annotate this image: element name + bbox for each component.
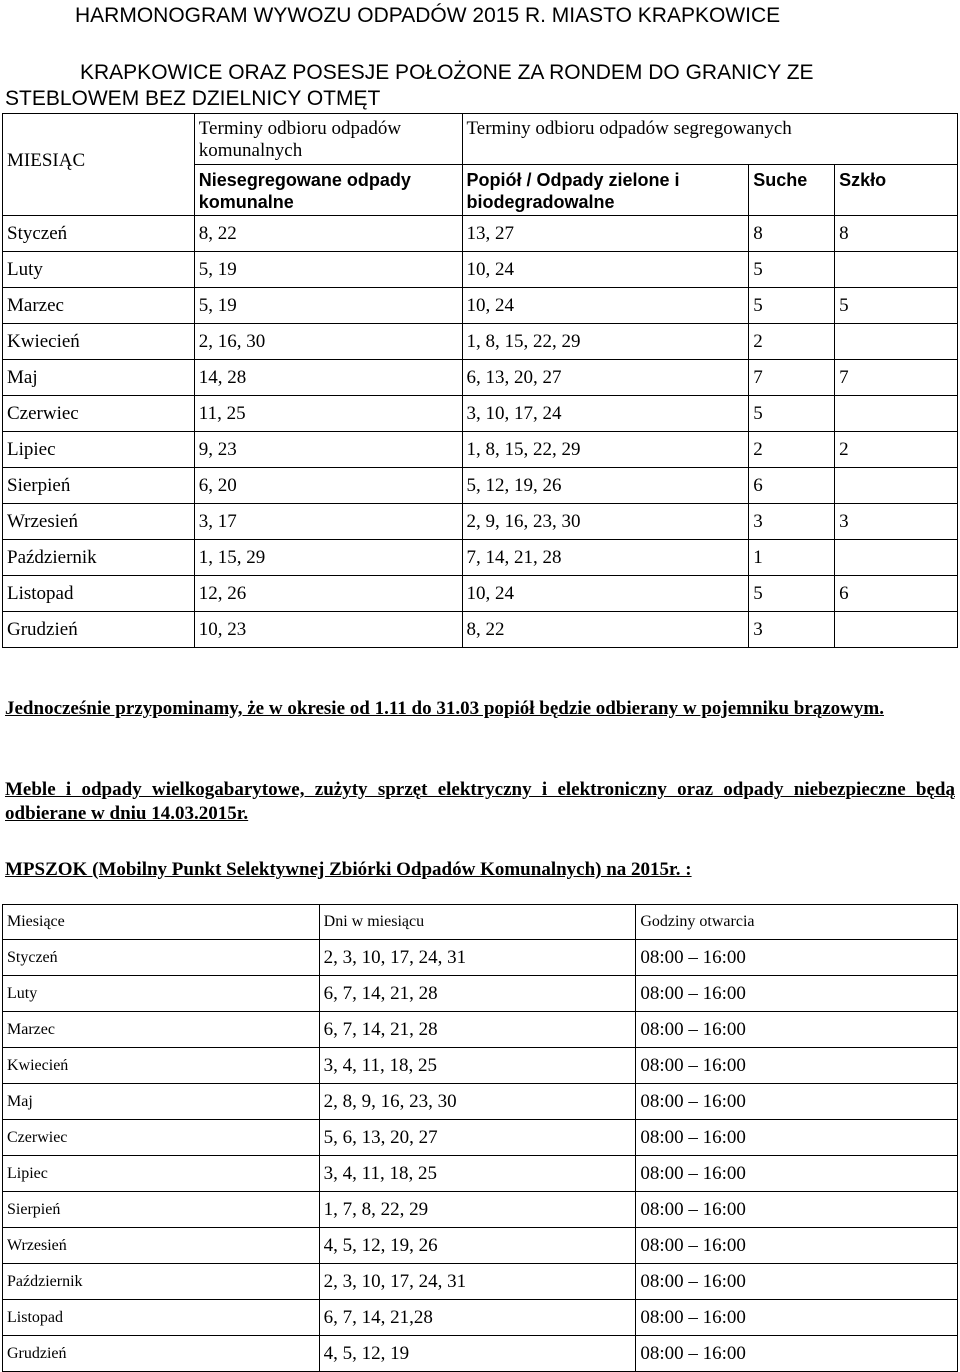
schedule-row [3, 360, 958, 396]
mpszok-hours: 08:00 – 16:00 [636, 976, 958, 1012]
schedule-glass-dates: 2 [835, 432, 958, 468]
schedule-ash-dates: 5, 12, 19, 26 [462, 468, 749, 504]
mpszok-days: 6, 7, 14, 21,28 [319, 1300, 636, 1336]
schedule-unsegregated-dates: 1, 15, 29 [194, 540, 462, 576]
schedule-row [3, 396, 958, 432]
mpszok-hours: 08:00 – 16:00 [636, 1228, 958, 1264]
mpszok-month: Czerwiec [3, 1120, 320, 1156]
mpszok-days: 2, 3, 10, 17, 24, 31 [319, 1264, 636, 1300]
mpszok-hours: 08:00 – 16:00 [636, 1120, 958, 1156]
mpszok-row [3, 940, 958, 976]
mpszok-header-days: Dni w miesiącu [319, 905, 636, 940]
schedule-ash-dates: 3, 10, 17, 24 [462, 396, 749, 432]
header-segregated: Terminy odbioru odpadów segregowanych [462, 114, 958, 165]
mpszok-row [3, 1012, 958, 1048]
mpszok-row [3, 1228, 958, 1264]
page-subtitle [5, 60, 953, 112]
schedule-unsegregated-dates: 6, 20 [194, 468, 462, 504]
schedule-month: Czerwiec [3, 396, 195, 432]
mpszok-hours: 08:00 – 16:00 [636, 1012, 958, 1048]
mpszok-row [3, 1264, 958, 1300]
schedule-unsegregated-dates: 8, 22 [194, 216, 462, 252]
schedule-month: Sierpień [3, 468, 195, 504]
mpszok-month: Październik [3, 1264, 320, 1300]
schedule-month: Listopad [3, 576, 195, 612]
schedule-month: Październik [3, 540, 195, 576]
mpszok-hours: 08:00 – 16:00 [636, 1192, 958, 1228]
schedule-row [3, 432, 958, 468]
mpszok-row [3, 1048, 958, 1084]
mpszok-month: Wrzesień [3, 1228, 320, 1264]
schedule-dry-dates: 2 [749, 432, 835, 468]
schedule-row [3, 612, 958, 648]
schedule-month: Lipiec [3, 432, 195, 468]
schedule-unsegregated-dates: 5, 19 [194, 252, 462, 288]
schedule-ash-dates: 13, 27 [462, 216, 749, 252]
mpszok-month: Listopad [3, 1300, 320, 1336]
header-ash-green: Popiół / Odpady zielone i biodegradowalne [462, 165, 749, 216]
mpszok-days: 2, 8, 9, 16, 23, 30 [319, 1084, 636, 1120]
schedule-month: Grudzień [3, 612, 195, 648]
schedule-row [3, 324, 958, 360]
mpszok-row [3, 1192, 958, 1228]
mpszok-days: 6, 7, 14, 21, 28 [319, 976, 636, 1012]
mpszok-hours: 08:00 – 16:00 [636, 1156, 958, 1192]
schedule-row [3, 468, 958, 504]
schedule-dry-dates: 8 [749, 216, 835, 252]
schedule-dry-dates: 5 [749, 576, 835, 612]
mpszok-row [3, 1120, 958, 1156]
schedule-dry-dates: 5 [749, 288, 835, 324]
header-month: MIESIĄC [3, 114, 195, 216]
mpszok-hours: 08:00 – 16:00 [636, 940, 958, 976]
mpszok-days: 2, 3, 10, 17, 24, 31 [319, 940, 636, 976]
header-glass: Szkło [835, 165, 958, 216]
mpszok-row [3, 1156, 958, 1192]
schedule-dry-dates: 6 [749, 468, 835, 504]
schedule-glass-dates: 6 [835, 576, 958, 612]
mpszok-hours: 08:00 – 16:00 [636, 1336, 958, 1372]
schedule-unsegregated-dates: 11, 25 [194, 396, 462, 432]
mpszok-month: Luty [3, 976, 320, 1012]
mpszok-days: 4, 5, 12, 19 [319, 1336, 636, 1372]
mpszok-days: 4, 5, 12, 19, 26 [319, 1228, 636, 1264]
schedule-row [3, 288, 958, 324]
mpszok-row [3, 1300, 958, 1336]
mpszok-days: 3, 4, 11, 18, 25 [319, 1048, 636, 1084]
mpszok-hours: 08:00 – 16:00 [636, 1300, 958, 1336]
mpszok-hours: 08:00 – 16:00 [636, 1084, 958, 1120]
schedule-glass-dates [835, 540, 958, 576]
mpszok-header-month: Miesiące [3, 905, 320, 940]
mpszok-month: Lipiec [3, 1156, 320, 1192]
mpszok-month: Marzec [3, 1012, 320, 1048]
mpszok-days: 1, 7, 8, 22, 29 [319, 1192, 636, 1228]
schedule-glass-dates: 7 [835, 360, 958, 396]
schedule-ash-dates: 10, 24 [462, 252, 749, 288]
mpszok-header-hours: Godziny otwarcia [636, 905, 958, 940]
ash-reminder-note: Jednocześnie przypominamy, że w okresie od 1.11 do 31.03 popiół będzie odbierany w pojemniku brązowym. [5, 698, 884, 719]
schedule-ash-dates: 10, 24 [462, 576, 749, 612]
schedule-glass-dates [835, 252, 958, 288]
bulky-waste-note: Meble i odpady wielkogabarytowe, zużyty sprzęt elektryczny i elektroniczny oraz odpady niebezpieczne będą odbierane w dniu 14.03.2015r. [5, 779, 955, 824]
schedule-ash-dates: 10, 24 [462, 288, 749, 324]
mpszok-row [3, 976, 958, 1012]
schedule-dry-dates: 3 [749, 612, 835, 648]
schedule-dry-dates: 5 [749, 252, 835, 288]
schedule-row [3, 252, 958, 288]
schedule-dry-dates: 3 [749, 504, 835, 540]
schedule-dry-dates: 1 [749, 540, 835, 576]
schedule-unsegregated-dates: 2, 16, 30 [194, 324, 462, 360]
schedule-dry-dates: 2 [749, 324, 835, 360]
page-title: HARMONOGRAM WYWOZU ODPADÓW 2015 R. MIASTO KRAPKOWICE [75, 4, 781, 27]
schedule-dry-dates: 5 [749, 396, 835, 432]
mpszok-hours: 08:00 – 16:00 [636, 1048, 958, 1084]
mpszok-days: 6, 7, 14, 21, 28 [319, 1012, 636, 1048]
schedule-ash-dates: 1, 8, 15, 22, 29 [462, 324, 749, 360]
schedule-unsegregated-dates: 10, 23 [194, 612, 462, 648]
schedule-dry-dates: 7 [749, 360, 835, 396]
schedule-unsegregated-dates: 9, 23 [194, 432, 462, 468]
mpszok-row [3, 1336, 958, 1372]
schedule-ash-dates: 8, 22 [462, 612, 749, 648]
mpszok-heading: MPSZOK (Mobilny Punkt Selektywnej Zbiórki Odpadów Komunalnych) na 2015r. : [5, 859, 692, 880]
schedule-ash-dates: 6, 13, 20, 27 [462, 360, 749, 396]
schedule-month: Maj [3, 360, 195, 396]
schedule-glass-dates [835, 396, 958, 432]
schedule-ash-dates: 2, 9, 16, 23, 30 [462, 504, 749, 540]
schedule-unsegregated-dates: 3, 17 [194, 504, 462, 540]
mpszok-month: Grudzień [3, 1336, 320, 1372]
mpszok-month: Sierpień [3, 1192, 320, 1228]
schedule-month: Kwiecień [3, 324, 195, 360]
schedule-row [3, 504, 958, 540]
mpszok-days: 5, 6, 13, 20, 27 [319, 1120, 636, 1156]
mpszok-hours: 08:00 – 16:00 [636, 1264, 958, 1300]
mpszok-month: Styczeń [3, 940, 320, 976]
schedule-unsegregated-dates: 12, 26 [194, 576, 462, 612]
schedule-unsegregated-dates: 14, 28 [194, 360, 462, 396]
schedule-ash-dates: 1, 8, 15, 22, 29 [462, 432, 749, 468]
subtitle-line-1: KRAPKOWICE ORAZ POSESJE POŁOŻONE ZA RONDEM DO GRANICY ZE [80, 61, 814, 84]
schedule-month: Luty [3, 252, 195, 288]
mpszok-days: 3, 4, 11, 18, 25 [319, 1156, 636, 1192]
schedule-glass-dates: 3 [835, 504, 958, 540]
mpszok-row [3, 1084, 958, 1120]
schedule-glass-dates: 8 [835, 216, 958, 252]
collection-schedule-table [2, 113, 958, 648]
mpszok-month: Maj [3, 1084, 320, 1120]
mpszok-month: Kwiecień [3, 1048, 320, 1084]
schedule-glass-dates [835, 612, 958, 648]
schedule-glass-dates [835, 324, 958, 360]
schedule-row [3, 576, 958, 612]
schedule-body [3, 216, 958, 648]
schedule-glass-dates: 5 [835, 288, 958, 324]
schedule-row [3, 540, 958, 576]
schedule-month: Wrzesień [3, 504, 195, 540]
schedule-ash-dates: 7, 14, 21, 28 [462, 540, 749, 576]
schedule-month: Styczeń [3, 216, 195, 252]
header-municipal: Terminy odbioru odpadów komunalnych [194, 114, 462, 165]
schedule-row [3, 216, 958, 252]
header-unsegregated: Niesegregowane odpady komunalne [194, 165, 462, 216]
schedule-unsegregated-dates: 5, 19 [194, 288, 462, 324]
schedule-glass-dates [835, 468, 958, 504]
header-dry: Suche [749, 165, 835, 216]
mpszok-table [2, 904, 958, 1372]
schedule-month: Marzec [3, 288, 195, 324]
mpszok-body [3, 940, 958, 1372]
subtitle-line-2: STEBLOWEM BEZ DZIELNICY OTMĘT [5, 87, 381, 110]
